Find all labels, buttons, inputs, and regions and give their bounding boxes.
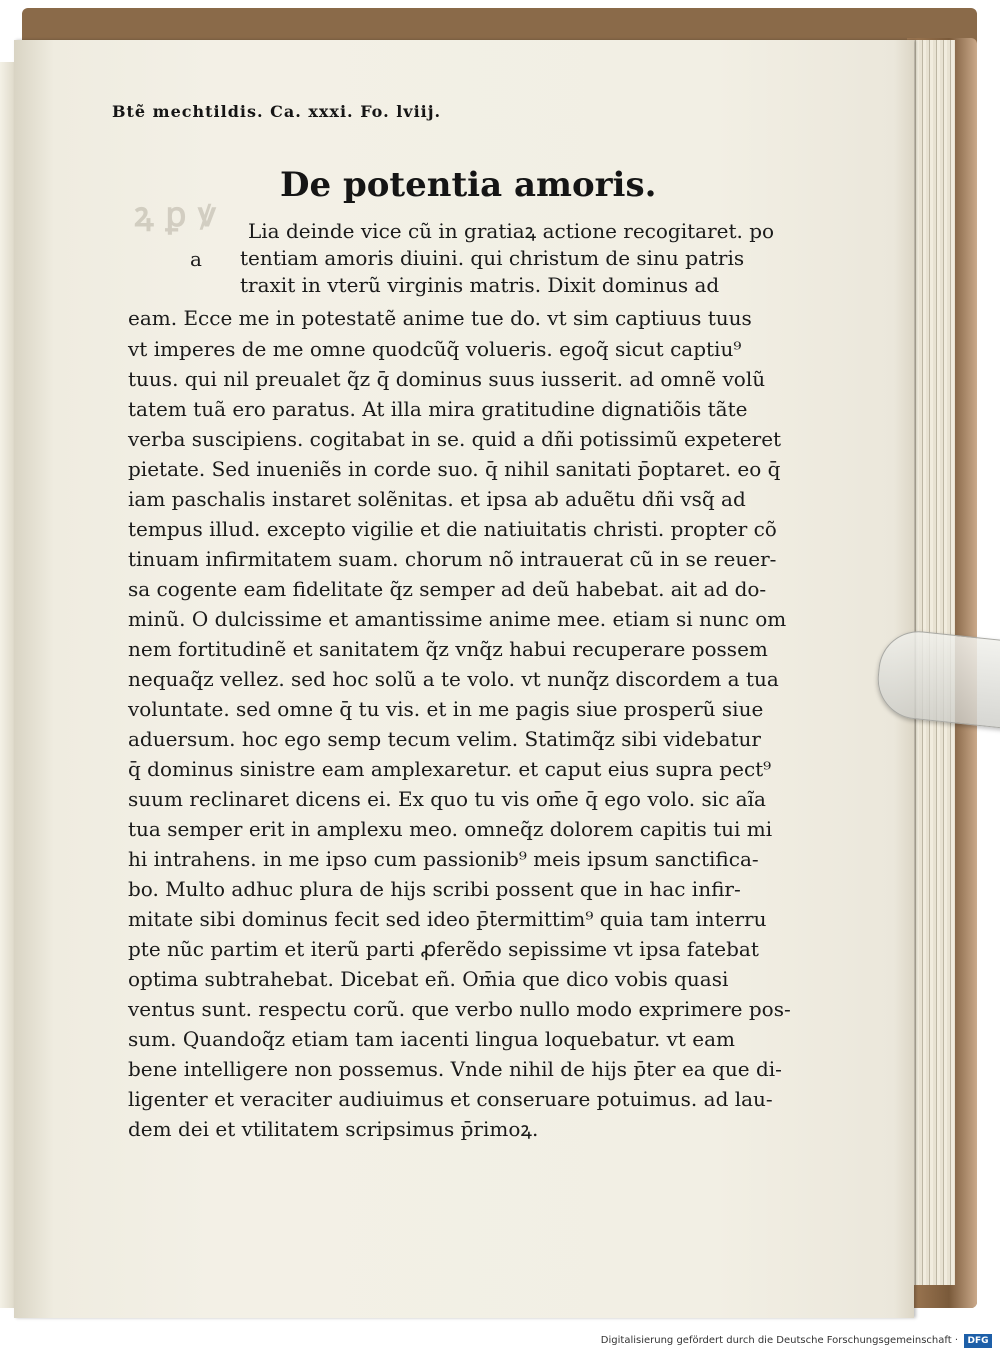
text-line: minũ. O dulcissime et amantissime anime mee. etiam si nunc om	[128, 607, 787, 631]
text-line: aduersum. hoc ego semp tecum velim. Statimq̃z sibi videbatur	[128, 727, 761, 751]
page-heading: Btẽ mechtildis. Ca. xxxi. Fo. lviij.	[112, 102, 442, 121]
text-line: hi intrahens. in me ipso cum passionib⁹ meis ipsum sanctifica-	[128, 847, 759, 871]
text-line: tatem tuã ero paratus. At illa mira gratitudine dignatiõis tãte	[128, 397, 748, 421]
text-line: sa cogente eam fidelitate q̃z semper ad deũ habebat. ait ad do-	[128, 577, 767, 601]
text-line: sum. Quandoq̃z etiam tam iacenti lingua loquebatur. vt eam	[128, 1027, 736, 1051]
text-line: ligenter et veraciter audiuimus et conseruare potuimus. ad lau-	[128, 1087, 773, 1111]
text-line: verba suscipiens. cogitabat in se. quid a dñi potissimũ expeteret	[128, 427, 782, 451]
text-line: tempus illud. excepto vigilie et die natiuitatis christi. propter cõ	[128, 517, 777, 541]
text-line: tinuam infirmitatem suam. chorum nõ intrauerat cũ in se reuer-	[128, 547, 777, 571]
text-line: ventus sunt. respectu corũ. que verbo nullo modo exprimere pos-	[128, 997, 791, 1021]
text-line: q̄ dominus sinistre eam amplexaretur. et caput eius supra pect⁹	[128, 757, 772, 781]
text-line: vt imperes de me omne quodcũq̃ volueris. egoq̃ sicut captiu⁹	[128, 337, 742, 361]
text-line: tua semper erit in amplexu meo. omneq̃z dolorem capitis tui mi	[128, 817, 773, 841]
margin-letter: a	[190, 247, 202, 271]
text-line: optima subtrahebat. Dicebat eñ. Om̄ia que dico vobis quasi	[128, 967, 729, 991]
text-line: eam. Ecce me in potestatẽ anime tue do. vt sim captiuus tuus	[128, 306, 752, 330]
text-line: pte nũc partim et iterũ parti ꝓferẽdo sepissime vt ipsa fatebat	[128, 937, 759, 961]
text-line: tentiam amoris diuini. qui christum de sinu patris	[240, 246, 745, 270]
text-line: traxit in vterũ virginis matris. Dixit dominus ad	[240, 273, 720, 297]
footer-bar	[0, 1330, 1000, 1353]
funding-credit: Digitalisierung gefördert durch die Deutsche Forschungsgemeinschaft ·	[600, 1335, 958, 1346]
text-line: pietate. Sed inueniẽs in corde suo. q̄ nihil sanitati p̄optaret. eo q̄	[128, 457, 781, 481]
text-line: bo. Multo adhuc plura de hijs scribi possent que in hac infir-	[128, 877, 741, 901]
text-line: bene intelligere non possemus. Vnde nihil de hijs p̄ter ea que di-	[128, 1057, 782, 1081]
text-line: Lia deinde vice cũ in gratiaꝝ actione recogitaret. po	[248, 219, 775, 243]
text-line: nequaq̃z vellez. sed hoc solũ a te volo. vt nunq̃z discordem a tua	[128, 667, 779, 691]
show-through-text: ꝝ ꝑ ꝟ	[134, 195, 216, 235]
text-line: voluntate. sed omne q̄ tu vis. et in me pagis siue prosperũ siue	[128, 697, 764, 721]
text-line: tuus. qui nil preualet q̃z q̄ dominus suus iusserit. ad omnẽ volũ	[128, 367, 766, 391]
text-line: suum reclinaret dicens ei. Ex quo tu vis om̄e q̄ ego volo. sic aĩa	[128, 787, 766, 811]
text-line: iam paschalis instaret solẽnitas. et ipsa ab aduẽtu dñi vsq̃ ad	[128, 487, 746, 511]
dfg-logo: DFG	[964, 1334, 992, 1348]
chapter-title: De potentia amoris.	[280, 165, 657, 205]
text-line: dem dei et vtilitatem scripsimus p̄rimoꝝ.	[128, 1117, 539, 1141]
text-line: mitate sibi dominus fecit sed ideo p̄termittim⁹ quia tam interru	[128, 907, 767, 931]
text-line: nem fortitudinẽ et sanitatem q̃z vnq̃z habui recuperare possem	[128, 637, 768, 661]
